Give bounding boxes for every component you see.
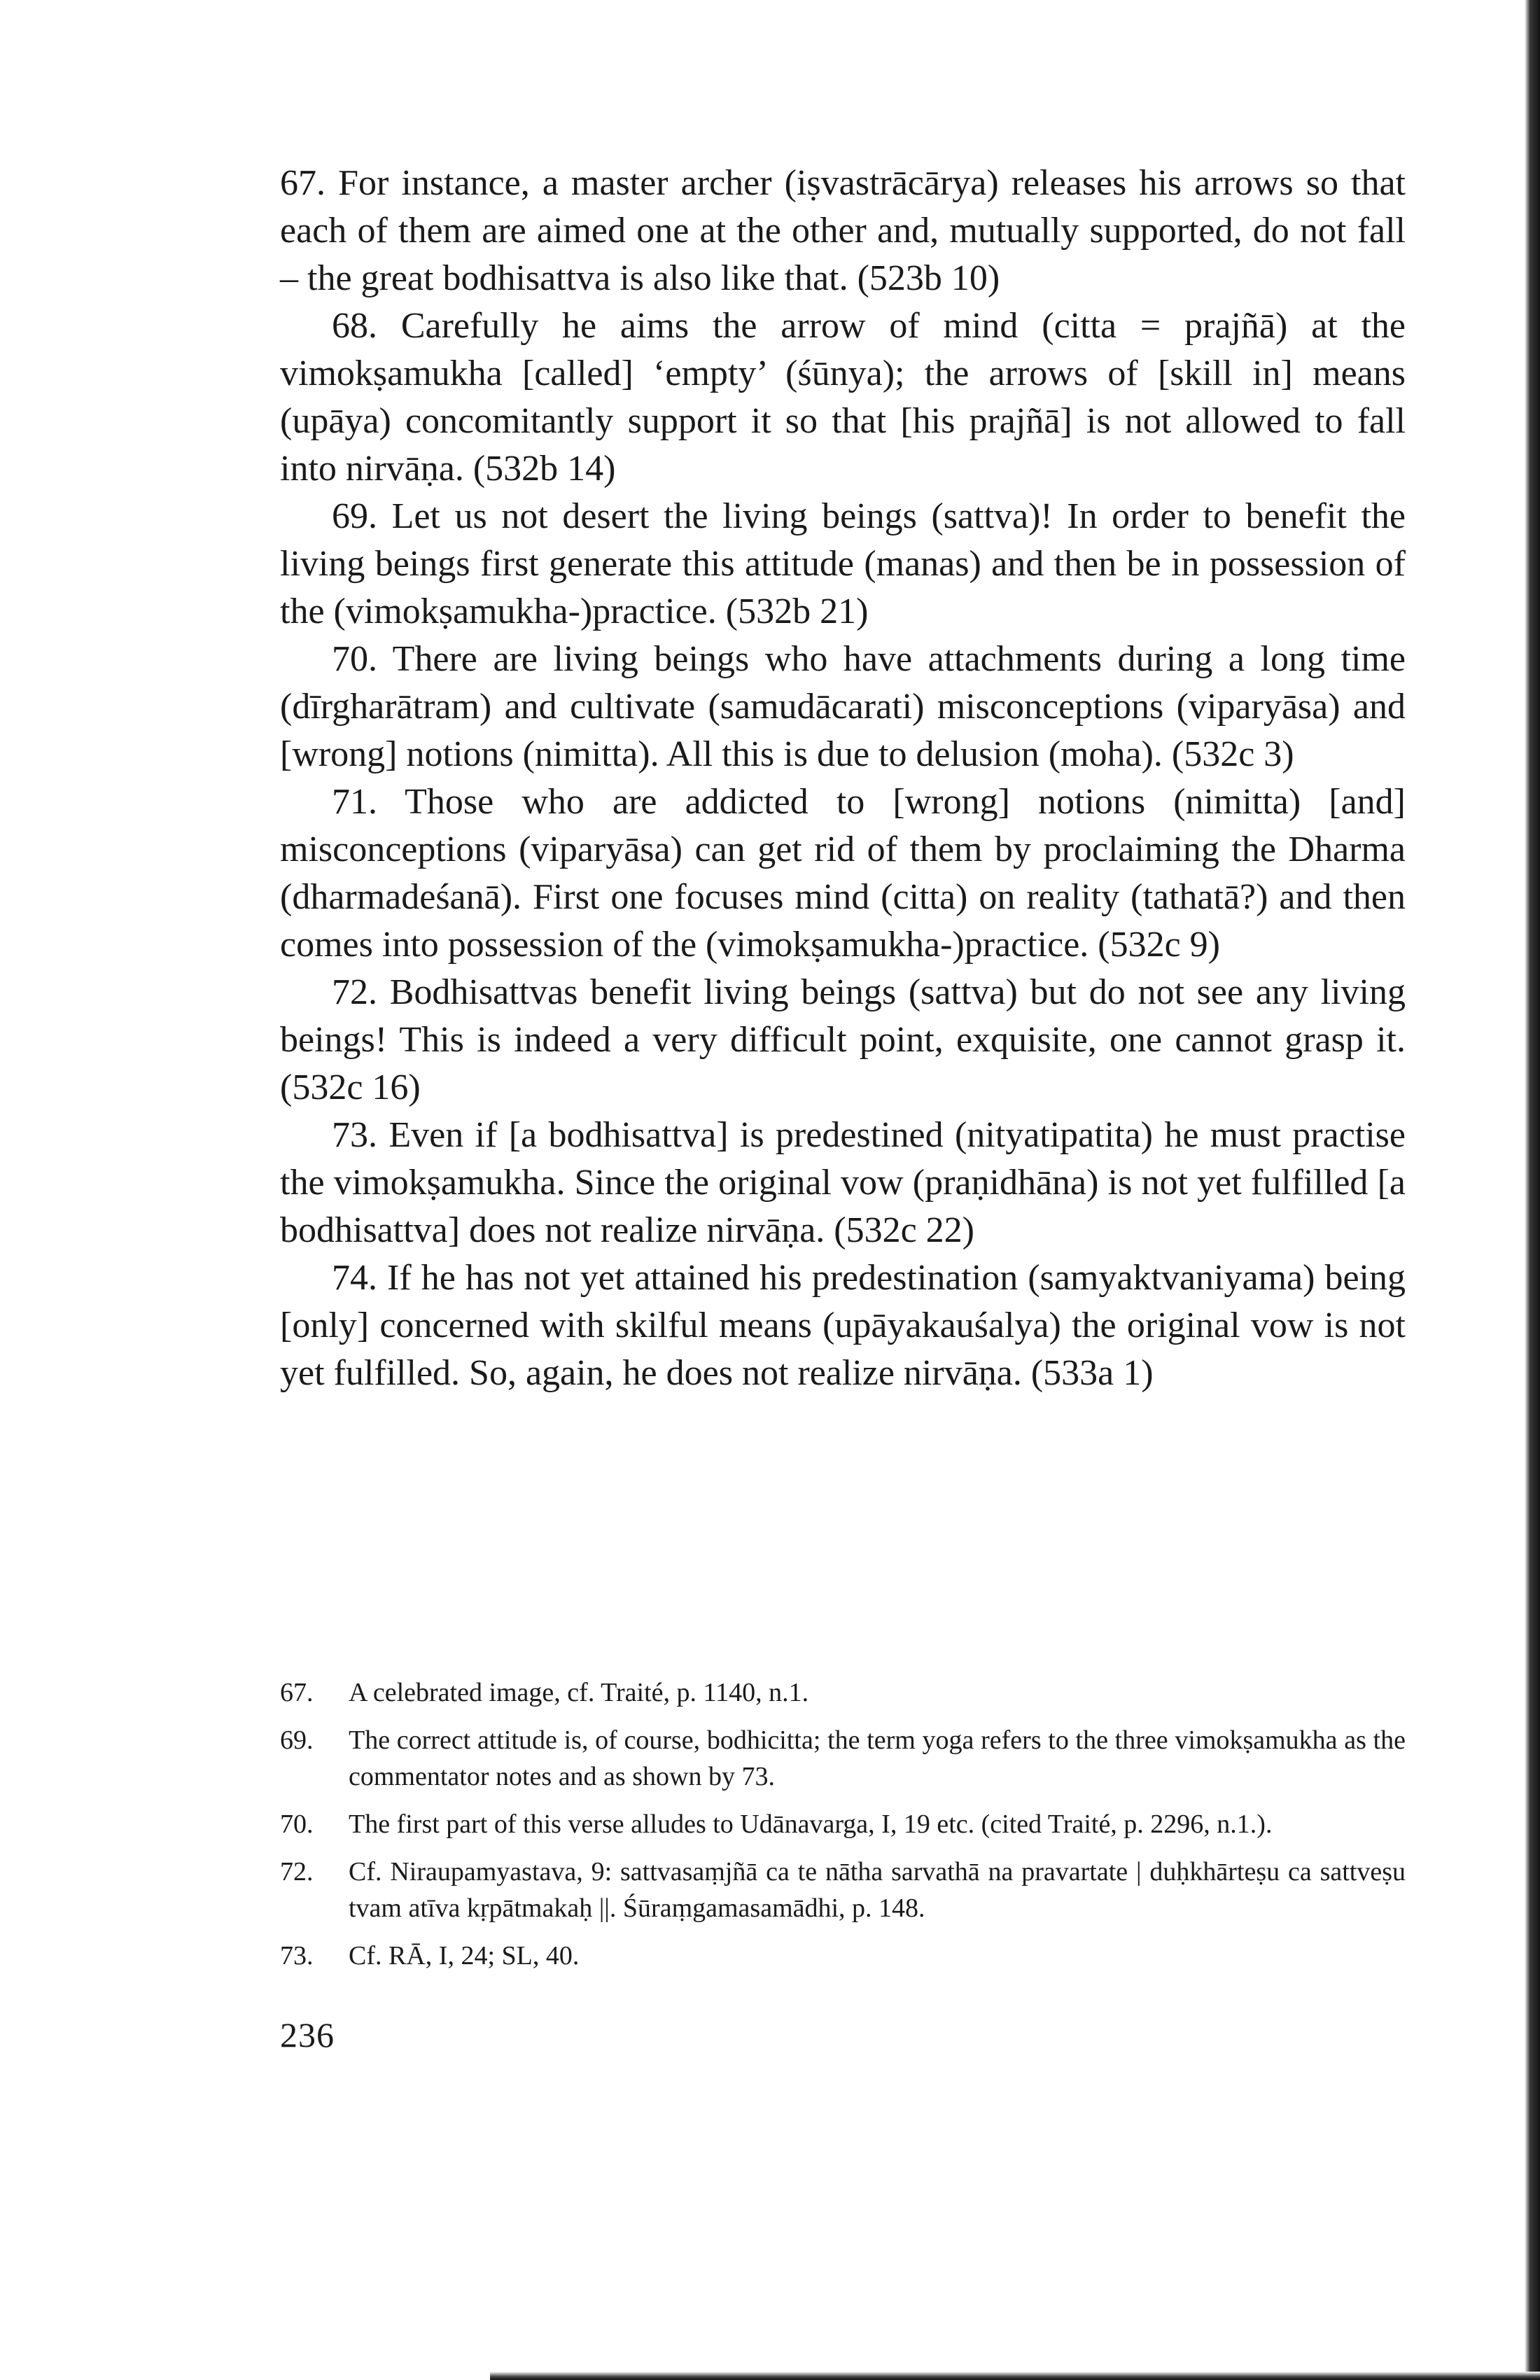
scan-edge-shadow-bottom [490,2372,1540,2380]
footnote-text: The correct attitude is, of course, bodhicitta; the term yoga refers to the three vimokṣamukha as the commentator notes and as shown by 73. [349,1726,1406,1791]
verse-67: 67. For instance, a master archer (iṣvastrācārya) releases his arrows so that each of them are aimed one at the other and, mutually supported, do not fall – the great bodhisattva is also like that. (523b 10) [280,163,1406,298]
verse-69: 69. Let us not desert the living beings (sattva)! In order to benefit the living beings first generate this attitude (manas) and then be in possession of the (vimokṣamukha-)practice. (532b 21) [280,496,1406,631]
verse-71: 71. Those who are addicted to [wrong] notions (nimitta) [and] misconceptions (viparyāsa) can get rid of them by proclaiming the Dharma (dharmadeśanā). First one focuses mind (citta) on reality (tathatā?) and then comes into possession of the (vimokṣamukha-)practice. (532c 9) [280,782,1406,965]
footnote-text: A celebrated image, cf. Traité, p. 1140, n.1. [349,1678,809,1707]
verse-72: 72. Bodhisattvas benefit living beings (sattva) but do not see any living beings! This is indeed a very difficult point, exquisite, one cannot grasp it. (532c 16) [280,972,1406,1107]
footnote-number: 67. [280,1678,314,1707]
footnote-number: 70. [280,1809,314,1839]
footnote-72 [280,1854,1406,1926]
footnotes-section [280,1674,1406,1985]
verse-73: 73. Even if [a bodhisattva] is predestined (nityatipatita) he must practise the vimokṣamukha. Since the original vow (praṇidhāna) is not yet fulfilled [a bodhisattva] does not realize nirvāṇa. (532c 22) [280,1115,1406,1250]
page-number: 236 [280,2015,335,2054]
footnote-text: Cf. Niraupamyastava, 9: sattvasaṃjñā ca te nātha sarvathā na pravartate | duḥkhārteṣu ca sattveṣu tvam atīva kṛpātmakaḥ ||. Śūraṃgamasamādhi, p. 148. [349,1857,1406,1923]
footnote-67 [280,1674,1406,1711]
verse-68: 68. Carefully he aims the arrow of mind (citta = prajñā) at the vimokṣamukha [called] ‘empty’ (śūnya); the arrows of [skill in] means (upāya) concomitantly support it so that [his prajñā] is not allowed to fall into nirvāṇa. (532b 14) [280,306,1406,489]
verse-74: 74. If he has not yet attained his predestination (samyaktvaniyama) being [only] concerned with skilful means (upāyakauśalya) the original vow is not yet fulfilled. So, again, he does not realize nirvāṇa. (533a 1) [280,1258,1406,1393]
footnote-73 [280,1938,1406,1974]
footnote-69 [280,1722,1406,1795]
footnote-number: 72. [280,1857,314,1886]
footnote-number: 73. [280,1941,314,1970]
verse-70: 70. There are living beings who have attachments during a long time (dīrgharātram) and cultivate (samudācarati) misconceptions (viparyāsa) and [wrong] notions (nimitta). All this is due to delusion (moha). (532c 3) [280,639,1406,774]
main-text-body [280,160,1406,1397]
scan-edge-shadow-right [1525,0,1540,2380]
footnote-70 [280,1806,1406,1842]
footnote-text: Cf. RĀ, I, 24; SL, 40. [349,1941,580,1970]
footnote-number: 69. [280,1726,314,1755]
footnote-text: The first part of this verse alludes to Udānavarga, I, 19 etc. (cited Traité, p. 2296, n.1.). [349,1809,1273,1839]
